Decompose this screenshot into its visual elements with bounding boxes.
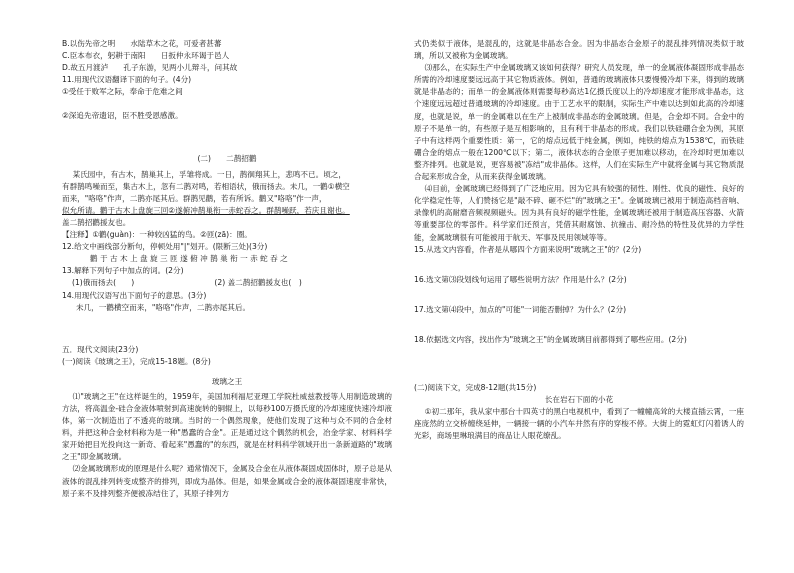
q12-text: 鹳 于 古 木 上 盘 旋 三 匝 遂 俯 冲 鹊 巢 衔 一 赤 蛇 吞 之 xyxy=(90,254,288,264)
answer-space xyxy=(62,98,392,110)
option-b: B.以伤先帝之明 水陆草木之花，可爱者甚蕃 xyxy=(62,39,222,48)
article-paragraph-2-cont: 式仍类似于液体，是混乱的，这就是非晶态合金。因为非晶态合金原子的混乱排列情况类似于玻璃，所以又被称为金属玻璃。 xyxy=(414,39,744,61)
article-paragraph-1: ⑴"玻璃之王"在这样诞生的，1959年，美国加利福尼亚理工学院杜威兹教授等人用制造玻璃的方法，将高温金-硅合金液体喷射到高速旋转的铜辊上，以每秒100万摄氏度的冷却速度快速冷却液体，第一次制造出了不透亮的玻璃。当时的一个偶然现象，使他们发现了这种与众不同的合金材料，并把这种合金材料称为是一种"愚蠢的合金"。正是通过这个偶然的机会，冶金学家、材料科学家开始把目光投向这一新奇、看起来"愚蠢的"的东西，就是在材料科学领域开出一条新道路的"玻璃之王"即金属玻璃。 xyxy=(62,391,392,462)
section-heading-five: 五．现代文阅读(23分) xyxy=(62,344,139,354)
q17-title: 17.选文第⑷段中，加点的"可能"一词能否删掉？为什么？(2分) xyxy=(414,304,627,314)
answer-space xyxy=(62,123,392,141)
article-paragraph-2: ⑵金属玻璃形成的原理是什么呢？通常情况下，金属及合金在从液体凝固成固体时，原子总是从液体的混乱排列转变成整齐的排列，即成为晶体。但是，如果金属或合金的液体凝固速度非常快，原子来不及排列整齐便被冻结住了，其原子排列方 xyxy=(62,464,392,498)
q12-title: 12.给文中画线部分断句，停顿处用"|"划开。(限断三处)(3分) xyxy=(62,242,268,252)
sub-heading-2: (二)阅读下文，完成8-12题(共15分) xyxy=(414,382,537,392)
passage-line-underlined: 似允所请。鹳于古木上盘旋三回②遂俯冲鹊巢衔一赤蛇吞之。群鹊噪跃，若庆且谢也。 xyxy=(62,205,350,215)
answer-space xyxy=(62,141,392,153)
q13-title: 13.解释下列句子中加点的词。(2分) xyxy=(62,266,184,276)
q13-item-b: (2) 盖二鹊招鹳援友也( ) xyxy=(214,278,302,288)
article-paragraph-4: ⑷目前，金属玻璃已经得到了广泛地应用。因为它具有较强的韧性、刚性、优良的磁性、良好的化学稳定性等，人们赞扬它是"敲不碎、砸不烂"的"玻璃之王"。金属玻璃已被用于制造高档音响、录像机的高耐磨音频视频磁头。因为具有良好的磁学性能，金属玻璃还被用于制造高压容器、火箭等重要部位的零部件。科学家们还预言，凭借其耐腐蚀、抗撞击、耐冷热的特性及优异的力学性能，金属玻璃很有可能被用于航天、军事及民用领域等等。 xyxy=(414,184,744,242)
left-column xyxy=(62,38,392,500)
sub-heading-1: (一)阅读《玻璃之王》，完成15-18题。(8分) xyxy=(62,356,211,366)
q13-items xyxy=(62,277,392,289)
article2-paragraph-1: ①初二那年，我从家中那台十四英寸的黑白电视机中，看到了一幢幢高耸的大楼直插云霄，一座座庞然的立交桥缠绕延伸，一辆接一辆的小汽车井然有序的穿梭不停。大街上的霓虹灯闪着诱人的光彩，商场里琳琅满目的商品让人眼花缭乱。 xyxy=(414,407,744,441)
q11-sentence-2: ②深追先帝遗诏，臣不胜受恩感激。 xyxy=(62,111,183,121)
q16-title: 16.选文第⑶段划线句运用了哪些说明方法？作用是什么？(2分) xyxy=(414,274,627,284)
passage-line: 盖二鹊招鹳援友也。 xyxy=(62,217,131,227)
article-paragraph-3: ⑶那么，在实际生产中金属玻璃又该如何获得？研究人员发现，单一的金属液体凝固形成非晶态所需的冷却速度要远远高于其它物质液体。例如，普通的玻璃液体只要慢慢冷却下来，得到的玻璃就是非晶态的；而单一的金属液体则需要每秒高达1亿摄氏度以上的冷却速度才能形成非晶态，这个速度远远超过普通玻璃的冷却速度。由于工艺水平的限制，实际生产中难以达到如此高的冷却速度，也就是说，单一的金属难以在生产上被制成非晶态的金属玻璃。但是，合金却不同。合金中的原子不是单一的，有些原子是互相影响的，且有利于非晶态的形成。我们以铁硅硼合金为例，其原子中有这样两个重要性质：第一，它的熔点远低于纯金属，例如，纯铁的熔点为1538℃，而铁硅硼合金的熔点一般在1200℃以下；第二，液体状态的合金原子更加难以移动，在冷却时更加难以整齐排列。也就是说，更容易被"冻结"成非晶体。这样，人们在实际生产中就将金属与其它物质混合起来形成合金，从而来获得金属玻璃。 xyxy=(414,63,744,182)
article-title-2: 长在岩石下面的小花 xyxy=(544,395,614,405)
q11-title: 11.用现代汉语翻译下面的句子。(4分) xyxy=(62,75,192,85)
option-d: D.故五月渡泸 孔子东游，见两小儿辩斗，问其故 xyxy=(62,63,238,73)
q11-sentence-1: ①受任于败军之际，奉命于危难之间 xyxy=(62,87,183,97)
q13-item-a: (1)俄而扬去( ) xyxy=(72,278,135,288)
passage-line: 有群鹊鸣噪而至，集古木上，忽有二鹊对鸣，若相语状，俄而扬去。未几，一鹳①横空 xyxy=(62,181,350,191)
option-c: C.臣本布衣，躬耕于南阳 日扳仲永环谒于邑人 xyxy=(62,51,230,61)
passage-line: 某氏园中，有古木，鹊巢其上，孚雏将成。一日，鹊徊翔其上，悲鸣不已。顷之， xyxy=(72,169,346,179)
passage-line: 而来，"咯咯"作声，二鹊亦尾其后。群鹊见鹳，若有所诉。鹳又"咯咯"作一声， xyxy=(62,193,327,203)
right-column xyxy=(414,38,744,442)
section-heading-er: (二) 二鹊招鹳 xyxy=(197,153,257,163)
q14-text: 未几，一鹳横空而来，"咯咯"作声，二鹊亦尾其后。 xyxy=(76,302,251,312)
annotation: 【注释】①鹳(guàn)：一种较凶猛的鸟。②匝(zā)：圈。 xyxy=(62,230,252,240)
q14-title: 14.用现代汉语写出下面句子的意思。(3分) xyxy=(62,290,207,300)
q18-title: 18.依据选文内容，找出作为"玻璃之王"的金属玻璃目前都得到了哪些应用。(2分) xyxy=(414,334,687,344)
q15-title: 15.从选文内容看，作者是从哪四个方面来说明"玻璃之王"的？(2分) xyxy=(414,244,642,254)
article-title: 玻璃之王 xyxy=(211,376,243,386)
